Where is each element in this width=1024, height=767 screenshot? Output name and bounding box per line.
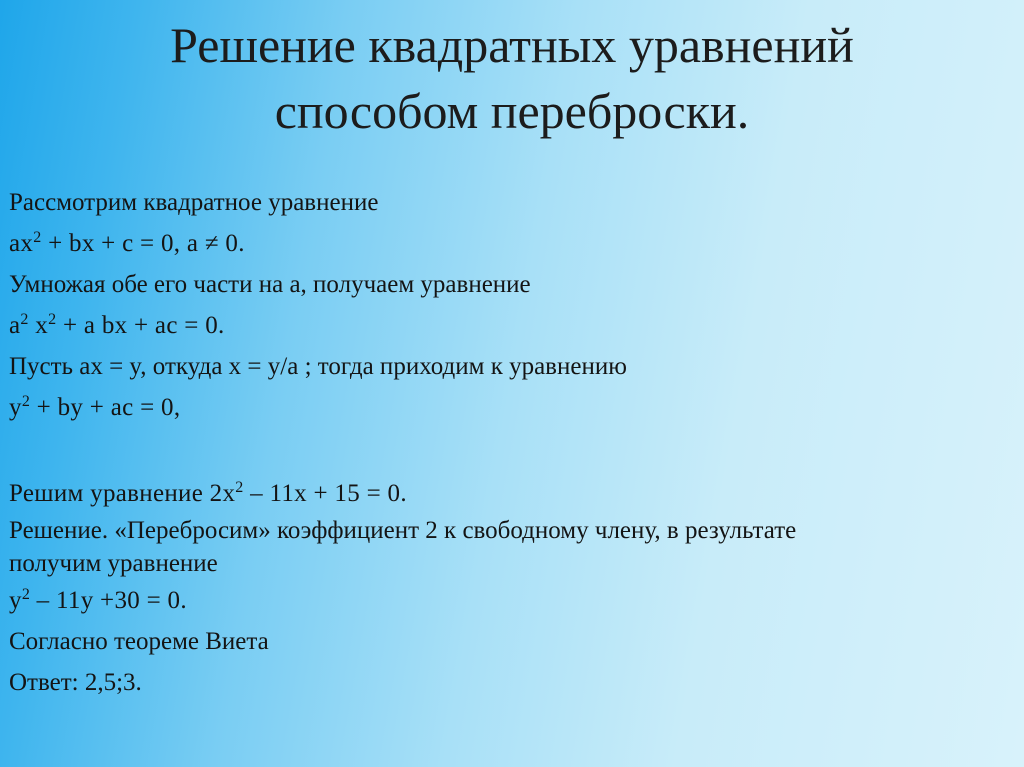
answer-text: Ответ: 2,5;3. <box>9 669 142 696</box>
multiplied-equation <box>9 305 1009 346</box>
general-equation-rest: + bx + c = 0, a ≠ 0. <box>41 230 245 257</box>
title-line-2: способом переброски. <box>274 83 750 139</box>
title-line-1: Решение квадратных уравнений <box>170 17 854 73</box>
multiplied-equation-rest: + a bx + ac = 0. <box>56 312 225 339</box>
slide-title <box>0 12 1024 144</box>
general-equation-term: ax <box>9 230 34 257</box>
solution-text-line-2: получим уравнение <box>9 550 218 577</box>
substituted-equation <box>9 387 1009 428</box>
slide-body <box>9 182 1009 703</box>
example-equation-exponent: 2 <box>235 479 244 496</box>
general-equation-exponent: 2 <box>33 229 42 246</box>
multiplied-equation-exponent-2: 2 <box>48 311 57 328</box>
general-equation <box>9 223 1009 264</box>
substitution-text: Пусть ax = y, откуда x = y/a ; тогда приходим к уравнению <box>9 353 627 380</box>
substituted-equation-rest: + by + ac = 0, <box>30 394 181 421</box>
multiplied-equation-exponent-1: 2 <box>20 311 29 328</box>
multiplied-equation-term-2: x <box>28 312 49 339</box>
vieta-text: Согласно теореме Виета <box>9 628 269 655</box>
substituted-equation-term: y <box>9 394 22 421</box>
multiply-text: Умножая обе его части на a, получаем уравнение <box>9 271 531 298</box>
transformed-equation-exponent: 2 <box>21 586 31 603</box>
spacer <box>9 428 1009 473</box>
solution-text-line-1: Решение. «Перебросим» коэффициент 2 к свободному члену, в результате <box>9 517 797 544</box>
substituted-equation-exponent: 2 <box>21 393 31 410</box>
transformed-equation-term: y <box>9 587 22 614</box>
multiplied-equation-term-1: a <box>9 312 21 339</box>
example-equation <box>9 473 1009 514</box>
transformed-equation <box>9 580 1009 621</box>
example-equation-prefix: Решим уравнение 2x <box>9 480 236 507</box>
transformed-equation-rest: – 11y +30 = 0. <box>30 587 187 614</box>
example-equation-rest: – 11x + 15 = 0. <box>243 480 407 507</box>
intro-text: Рассмотрим квадратное уравнение <box>9 189 379 216</box>
